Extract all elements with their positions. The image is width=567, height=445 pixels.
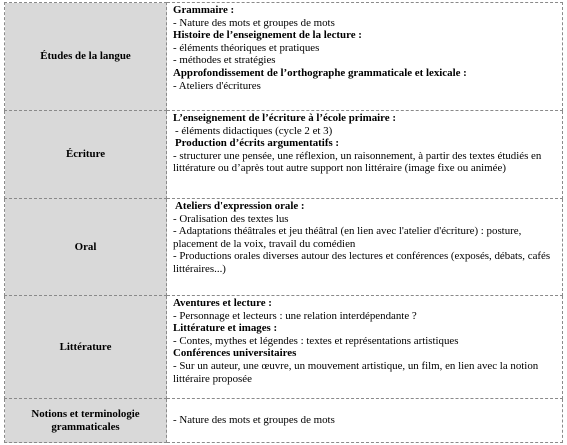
row-content — [167, 399, 563, 443]
list-item: - Adaptations théâtrales et jeu théâtral (en lien avec l'atelier d'écriture) : posture, placement de la voix, travail du comédien — [173, 225, 522, 250]
list-item: - Personnage et lecteurs : une relation interdépendante ? — [173, 309, 417, 322]
section-heading: Histoire de l’enseignement de la lecture : — [173, 29, 362, 42]
list-item: - Productions orales diverses autour des lectures et conférences (exposés, débats, cafés littéraires...) — [173, 250, 551, 275]
row-label: Écriture — [5, 111, 167, 199]
list-item: - Contes, mythes et légendes : textes et représentations artistiques — [173, 334, 459, 347]
table-row-oral — [5, 199, 563, 296]
section-heading: Ateliers d'expression orale : — [175, 200, 305, 212]
row-content — [167, 199, 563, 296]
section-heading: Conférences universitaires — [173, 347, 297, 360]
section-heading: Production d’écrits argumentatifs : — [175, 137, 340, 150]
list-item: - Oralisation des textes lus — [173, 212, 289, 225]
row-label: Notions et terminologie grammaticales — [5, 399, 167, 443]
section-heading: Littérature et images : — [173, 322, 278, 335]
row-label: Études de la langue — [5, 3, 167, 111]
section-heading: L’enseignement de l’écriture à l’école primaire : — [173, 112, 396, 124]
curriculum-table — [4, 2, 563, 443]
list-item: - Sur un auteur, une œuvre, un mouvement artistique, un film, en lien avec la notion littéraire proposée — [173, 359, 539, 385]
row-content — [167, 296, 563, 399]
list-item: - Nature des mots et groupes de mots — [173, 413, 335, 426]
list-item: - éléments didactiques (cycle 2 et 3) — [175, 124, 333, 137]
table-row-etudes — [5, 3, 563, 111]
table-row-ecriture — [5, 111, 563, 199]
list-item: - éléments théoriques et pratiques — [173, 41, 320, 54]
list-item: - méthodes et stratégies — [173, 54, 276, 67]
list-item: - Ateliers d'écritures — [173, 79, 261, 92]
row-label: Oral — [5, 199, 167, 296]
list-item: - structurer une pensée, une réflexion, un raisonnement, à partir des textes étudiés en littérature ou d’après tout autre support non littéraire (image fixe ou animée) — [173, 149, 542, 175]
row-content — [167, 111, 563, 199]
table-row-notions — [5, 399, 563, 443]
row-label: Littérature — [5, 296, 167, 399]
curriculum-document — [4, 2, 562, 443]
list-item: - Nature des mots et groupes de mots — [173, 16, 335, 29]
table-row-litterature — [5, 296, 563, 399]
section-heading: Grammaire : — [173, 4, 235, 16]
section-heading: Approfondissement de l’orthographe grammaticale et lexicale : — [173, 66, 467, 79]
section-heading: Aventures et lecture : — [173, 297, 272, 309]
row-content — [167, 3, 563, 111]
